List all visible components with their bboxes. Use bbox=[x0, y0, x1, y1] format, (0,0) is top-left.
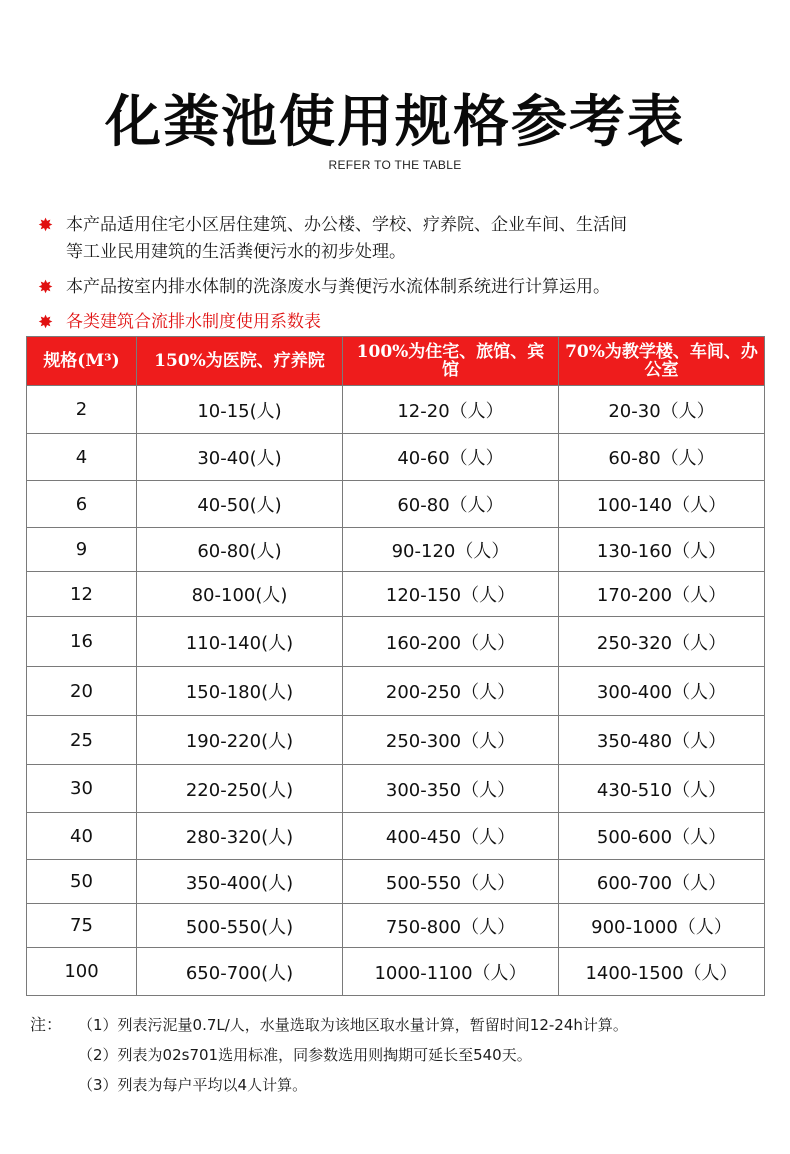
cell-hospital: 110-140(人) bbox=[137, 617, 343, 667]
cell-spec: 25 bbox=[27, 716, 137, 765]
cell-office: 1400-1500（人） bbox=[559, 948, 765, 996]
cell-spec: 16 bbox=[27, 617, 137, 667]
star-icon: ✸ bbox=[38, 215, 54, 236]
table-row bbox=[27, 765, 765, 813]
table-row bbox=[27, 813, 765, 860]
cell-residential: 12-20（人） bbox=[343, 386, 559, 434]
cell-office: 20-30（人） bbox=[559, 386, 765, 434]
cell-hospital: 60-80(人) bbox=[137, 528, 343, 572]
cell-hospital: 40-50(人) bbox=[137, 481, 343, 528]
cell-residential: 750-800（人） bbox=[343, 904, 559, 948]
note-text: （3）列表为每户平均以4人计算。 bbox=[78, 1076, 308, 1094]
table-row bbox=[27, 386, 765, 434]
cell-spec: 20 bbox=[27, 667, 137, 716]
cell-hospital: 150-180(人) bbox=[137, 667, 343, 716]
note-item bbox=[30, 1040, 770, 1070]
cell-spec: 50 bbox=[27, 860, 137, 904]
table-row bbox=[27, 904, 765, 948]
cell-residential: 200-250（人） bbox=[343, 667, 559, 716]
header-spec: 规格(M³) bbox=[27, 337, 137, 386]
cell-spec: 9 bbox=[27, 528, 137, 572]
cell-office: 500-600（人） bbox=[559, 813, 765, 860]
table-caption bbox=[38, 309, 758, 336]
header-hospital: 150%为医院、疗养院 bbox=[137, 337, 343, 386]
description-text: 等工业民用建筑的生活粪便污水的初步处理。 bbox=[66, 242, 406, 262]
cell-office: 350-480（人） bbox=[559, 716, 765, 765]
description-text: 本产品按室内排水体制的洗涤废水与粪便污水流体制系统进行计算运用。 bbox=[66, 277, 610, 297]
cell-residential: 40-60（人） bbox=[343, 434, 559, 481]
note-item bbox=[30, 1010, 770, 1040]
table-row bbox=[27, 716, 765, 765]
cell-hospital: 220-250(人) bbox=[137, 765, 343, 813]
star-icon: ✸ bbox=[38, 312, 54, 333]
cell-spec: 6 bbox=[27, 481, 137, 528]
table-row bbox=[27, 572, 765, 617]
cell-residential: 300-350（人） bbox=[343, 765, 559, 813]
cell-office: 100-140（人） bbox=[559, 481, 765, 528]
notes-label: 注： bbox=[30, 1015, 63, 1034]
cell-residential: 250-300（人） bbox=[343, 716, 559, 765]
cell-office: 170-200（人） bbox=[559, 572, 765, 617]
cell-office: 300-400（人） bbox=[559, 667, 765, 716]
header-residential: 100%为住宅、旅馆、宾馆 bbox=[343, 337, 559, 386]
cell-hospital: 190-220(人) bbox=[137, 716, 343, 765]
page-subtitle: REFER TO THE TABLE bbox=[328, 158, 462, 172]
table-row bbox=[27, 667, 765, 716]
star-icon: ✸ bbox=[38, 277, 54, 298]
cell-residential: 120-150（人） bbox=[343, 572, 559, 617]
table-header-row bbox=[27, 337, 765, 386]
cell-office: 130-160（人） bbox=[559, 528, 765, 572]
cell-office: 600-700（人） bbox=[559, 860, 765, 904]
cell-spec: 75 bbox=[27, 904, 137, 948]
description-list bbox=[38, 212, 758, 336]
description-item bbox=[38, 274, 758, 301]
cell-hospital: 30-40(人) bbox=[137, 434, 343, 481]
cell-hospital: 650-700(人) bbox=[137, 948, 343, 996]
cell-residential: 400-450（人） bbox=[343, 813, 559, 860]
cell-office: 250-320（人） bbox=[559, 617, 765, 667]
cell-spec: 30 bbox=[27, 765, 137, 813]
table-row bbox=[27, 481, 765, 528]
cell-residential: 1000-1100（人） bbox=[343, 948, 559, 996]
table-row bbox=[27, 860, 765, 904]
cell-spec: 100 bbox=[27, 948, 137, 996]
spec-table bbox=[26, 336, 765, 996]
cell-hospital: 280-320(人) bbox=[137, 813, 343, 860]
table-row bbox=[27, 434, 765, 481]
table-row bbox=[27, 528, 765, 572]
note-text: （2）列表为02s701选用标准，同参数选用则掏期可延长至540天。 bbox=[78, 1046, 532, 1064]
cell-spec: 12 bbox=[27, 572, 137, 617]
cell-office: 900-1000（人） bbox=[559, 904, 765, 948]
note-text: （1）列表污泥量0.7L/人，水量选取为该地区取水量计算，暂留时间12-24h计算。 bbox=[78, 1016, 628, 1034]
cell-hospital: 350-400(人) bbox=[137, 860, 343, 904]
cell-spec: 4 bbox=[27, 434, 137, 481]
cell-office: 60-80（人） bbox=[559, 434, 765, 481]
cell-residential: 60-80（人） bbox=[343, 481, 559, 528]
note-item bbox=[30, 1070, 770, 1100]
cell-hospital: 80-100(人) bbox=[137, 572, 343, 617]
header-office: 70%为教学楼、车间、办公室 bbox=[559, 337, 765, 386]
cell-residential: 500-550（人） bbox=[343, 860, 559, 904]
cell-hospital: 500-550(人) bbox=[137, 904, 343, 948]
table-caption-text: 各类建筑合流排水制度使用系数表 bbox=[66, 312, 321, 332]
table-row bbox=[27, 617, 765, 667]
cell-spec: 2 bbox=[27, 386, 137, 434]
cell-residential: 160-200（人） bbox=[343, 617, 559, 667]
cell-office: 430-510（人） bbox=[559, 765, 765, 813]
cell-hospital: 10-15(人) bbox=[137, 386, 343, 434]
cell-spec: 40 bbox=[27, 813, 137, 860]
page-title: 化粪池使用规格参考表 bbox=[105, 90, 685, 155]
description-item bbox=[38, 212, 758, 266]
cell-residential: 90-120（人） bbox=[343, 528, 559, 572]
table-row bbox=[27, 948, 765, 996]
description-text: 本产品适用住宅小区居住建筑、办公楼、学校、疗养院、企业车间、生活间 bbox=[66, 215, 627, 235]
notes-section bbox=[30, 1010, 770, 1100]
